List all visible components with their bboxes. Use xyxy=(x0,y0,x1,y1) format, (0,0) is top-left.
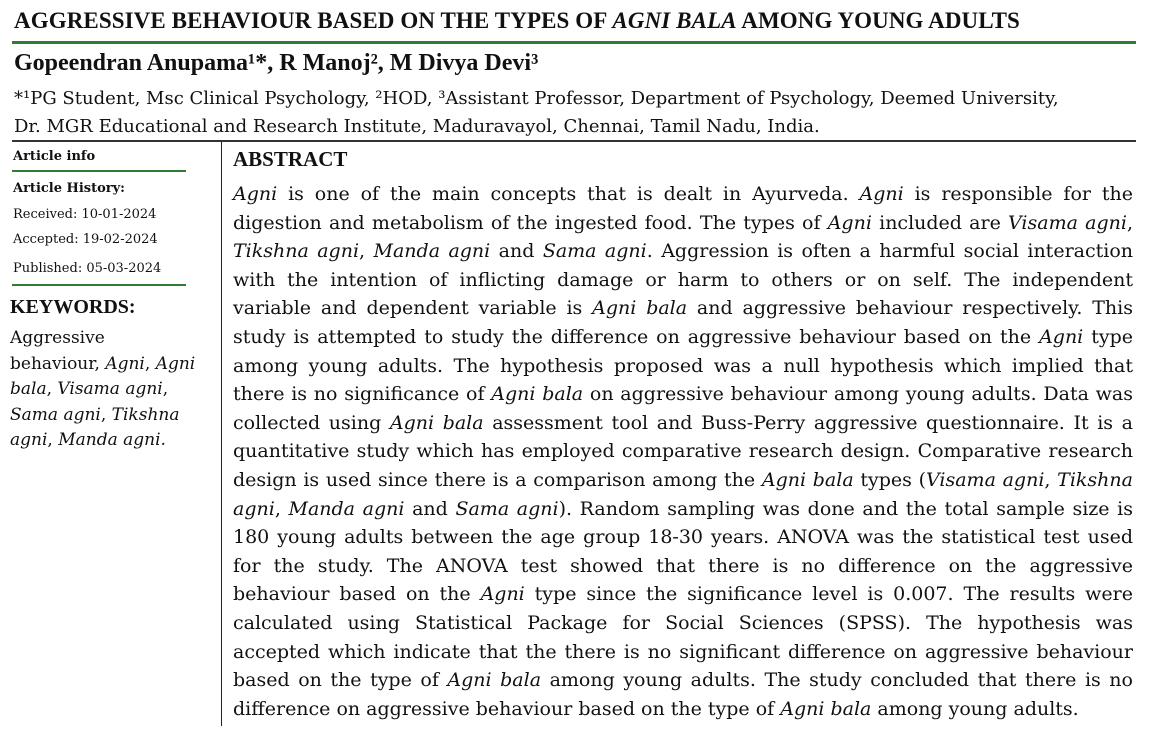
abstract-italic-term: Agni xyxy=(827,211,872,234)
abstract-text: and xyxy=(490,240,543,263)
abstract-italic-term: Manda agni xyxy=(373,240,491,263)
abstract-italic-term: Agni bala xyxy=(761,468,854,491)
abstract-text: . Aggression is often a harmful social interaction with the intention of inflicting damage or harm to others or on self. The independent variable and dependent variable is xyxy=(233,240,1134,320)
abstract-text: included are xyxy=(871,211,1009,234)
abstract-italic-term: Agni bala xyxy=(780,697,872,720)
paper-title xyxy=(14,8,1144,34)
authors: Gopeendran Anupama¹*, R Manoj², M Divya Devi³ xyxy=(14,50,539,76)
title-part: AGGRESSIVE BEHAVIOUR BASED ON THE TYPES OF xyxy=(14,8,613,33)
keyword-separator: , xyxy=(47,430,59,450)
sidebar-rule xyxy=(12,284,186,286)
abstract-body xyxy=(233,180,1133,723)
abstract-text: , xyxy=(1126,211,1133,234)
article-history-label: Article History: xyxy=(13,181,125,196)
keyword: Sama agni xyxy=(10,404,101,425)
abstract-text: types ( xyxy=(853,468,927,491)
keyword-separator: , xyxy=(100,404,112,425)
published-date: Published: 05-03-2024 xyxy=(13,261,162,276)
abstract-text: among young adults. xyxy=(871,697,1079,720)
abstract-text: ). Random sampling was done and the total sample size is 180 young adults between the age group 18-30 years. ANOVA was the statistical test used for the study. The ANOVA test showed that there is no difference on the aggressive behaviour based on the xyxy=(233,497,1134,606)
title-emphasis: AGNI BALA xyxy=(612,8,737,33)
abstract-text: on aggressive behaviour among young adults. Data was collected using xyxy=(233,383,1134,434)
abstract-text: and aggressive behaviour respectively. This study is attempted to study the difference on aggressive behaviour based on the xyxy=(233,297,1133,348)
abstract-text: is one of the main concepts that is dealt in Ayurveda. xyxy=(277,183,860,205)
affiliation-line: *¹PG Student, Msc Clinical Psychology, ²HOD, ³Assistant Professor, Department of Psychology, Deemed University, xyxy=(14,88,1059,109)
abstract-italic-term: Tikshna agni xyxy=(233,240,360,263)
abstract-text: among young adults. The study concluded that there is no difference on aggressive behaviour based on the type of xyxy=(233,669,1133,720)
keyword-separator: , xyxy=(144,353,156,374)
keywords-title: KEYWORDS: xyxy=(10,296,136,318)
header-rule xyxy=(12,140,1136,142)
abstract-italic-term: Sama agni xyxy=(455,497,559,520)
affiliations xyxy=(14,85,1139,141)
abstract-text: and xyxy=(404,497,456,520)
abstract-text: , xyxy=(274,497,289,520)
abstract-italic-term: Agni xyxy=(1039,325,1084,348)
received-date: Received: 10-01-2024 xyxy=(13,207,157,222)
abstract-italic-term: Tikshna agni xyxy=(233,468,1133,520)
abstract-text: is responsible for the digestion and metabolism of the ingested food. The types of xyxy=(233,183,1133,234)
keyword-separator: , xyxy=(46,379,58,399)
affiliation-line: Dr. MGR Educational and Research Institute, Maduravayol, Chennai, Tamil Nadu, India. xyxy=(14,116,820,137)
abstract-italic-term: Agni xyxy=(480,583,525,606)
keyword-separator: , xyxy=(94,353,106,374)
keyword: Agni xyxy=(105,353,145,374)
abstract-text: , xyxy=(1044,468,1058,491)
abstract-text: type since the significance level is 0.007. The results were calculated using Statistical Package for Social Sciences (SPSS). The hypothesis was accepted which indicate that the there is no significant difference on aggressive behaviour based on the type of xyxy=(233,583,1134,692)
article-info-label: Article info xyxy=(13,149,96,164)
abstract-text: , xyxy=(359,240,374,263)
accepted-date: Accepted: 19-02-2024 xyxy=(13,232,158,247)
abstract-italic-term: Agni xyxy=(859,183,904,205)
column-divider xyxy=(221,142,222,726)
abstract-italic-term: Agni bala xyxy=(389,411,484,434)
abstract-text: type among young adults. The hypothesis proposed was a null hypothesis which implied that there is no significance of xyxy=(233,325,1133,406)
title-part: AMONG YOUNG ADULTS xyxy=(736,8,1020,33)
abstract-italic-term: Agni bala xyxy=(447,669,542,692)
keyword: Tikshna agni xyxy=(10,404,180,450)
keywords-list xyxy=(10,326,200,454)
title-rule xyxy=(12,41,1136,44)
keyword: Visama agni xyxy=(57,379,163,399)
abstract-italic-term: Agni bala xyxy=(491,383,584,406)
keyword: Agni bala xyxy=(10,353,196,399)
abstract-italic-term: Agni xyxy=(233,183,278,205)
sidebar-rule xyxy=(12,170,186,172)
keyword: Aggressive behaviour xyxy=(10,328,105,374)
keyword-separator: , xyxy=(162,379,169,399)
abstract-italic-term: Visama agni xyxy=(926,468,1045,491)
abstract-title: ABSTRACT xyxy=(233,147,348,171)
abstract-italic-term: Sama agni xyxy=(542,240,647,263)
abstract-italic-term: Visama agni xyxy=(1008,211,1127,234)
keyword: Manda agni. xyxy=(58,430,166,450)
abstract-text: assessment tool and Buss-Perry aggressive questionnaire. It is a quantitative study which has employed comparative research design. Comparative research design is used since there is a comparison among the xyxy=(233,411,1134,491)
abstract-italic-term: Agni bala xyxy=(592,297,688,320)
abstract-italic-term: Manda agni xyxy=(288,497,405,520)
